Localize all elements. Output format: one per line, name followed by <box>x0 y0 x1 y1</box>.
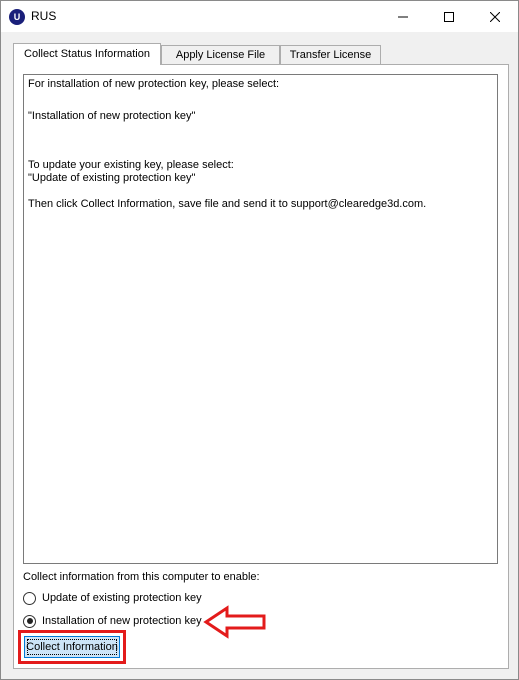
instructions-textbox[interactable] <box>23 74 498 564</box>
tab-panel-collect-status <box>13 64 509 669</box>
radio-circle-unchecked[interactable] <box>23 592 36 605</box>
radio-update-label: Update of existing protection key <box>42 592 202 604</box>
maximize-button[interactable] <box>426 1 472 32</box>
instruction-line-1: For installation of new protection key, please select: <box>28 78 280 90</box>
window-title: RUS <box>31 9 57 23</box>
minimize-button[interactable] <box>380 1 426 32</box>
collect-button-highlight <box>18 630 126 664</box>
tab-transfer-license[interactable]: Transfer License <box>280 45 381 64</box>
collect-information-button[interactable]: Collect Information <box>24 636 120 658</box>
red-arrow-icon <box>203 605 267 639</box>
tab-apply-license-file[interactable]: Apply License File <box>161 45 280 64</box>
app-logo-icon: U <box>9 9 25 25</box>
radio-install-new-key[interactable] <box>23 613 202 629</box>
close-icon <box>490 12 500 22</box>
title-bar[interactable] <box>1 1 518 32</box>
instruction-line-2: "Installation of new protection key" <box>28 110 196 122</box>
instruction-line-3: To update your existing key, please select: <box>28 159 234 171</box>
close-button[interactable] <box>472 1 518 32</box>
radio-circle-checked[interactable] <box>23 615 36 628</box>
radio-update-existing-key[interactable] <box>23 590 202 606</box>
maximize-icon <box>444 12 454 22</box>
radio-install-label: Installation of new protection key <box>42 615 202 627</box>
instruction-line-4: "Update of existing protection key" <box>28 172 196 184</box>
minimize-icon <box>398 12 408 22</box>
collect-options-label: Collect information from this computer to enable: <box>23 571 260 583</box>
tab-collect-status-information[interactable]: Collect Status Information <box>13 43 161 65</box>
instruction-line-5: Then click Collect Information, save file and send it to support@clearedge3d.com. <box>28 198 427 210</box>
